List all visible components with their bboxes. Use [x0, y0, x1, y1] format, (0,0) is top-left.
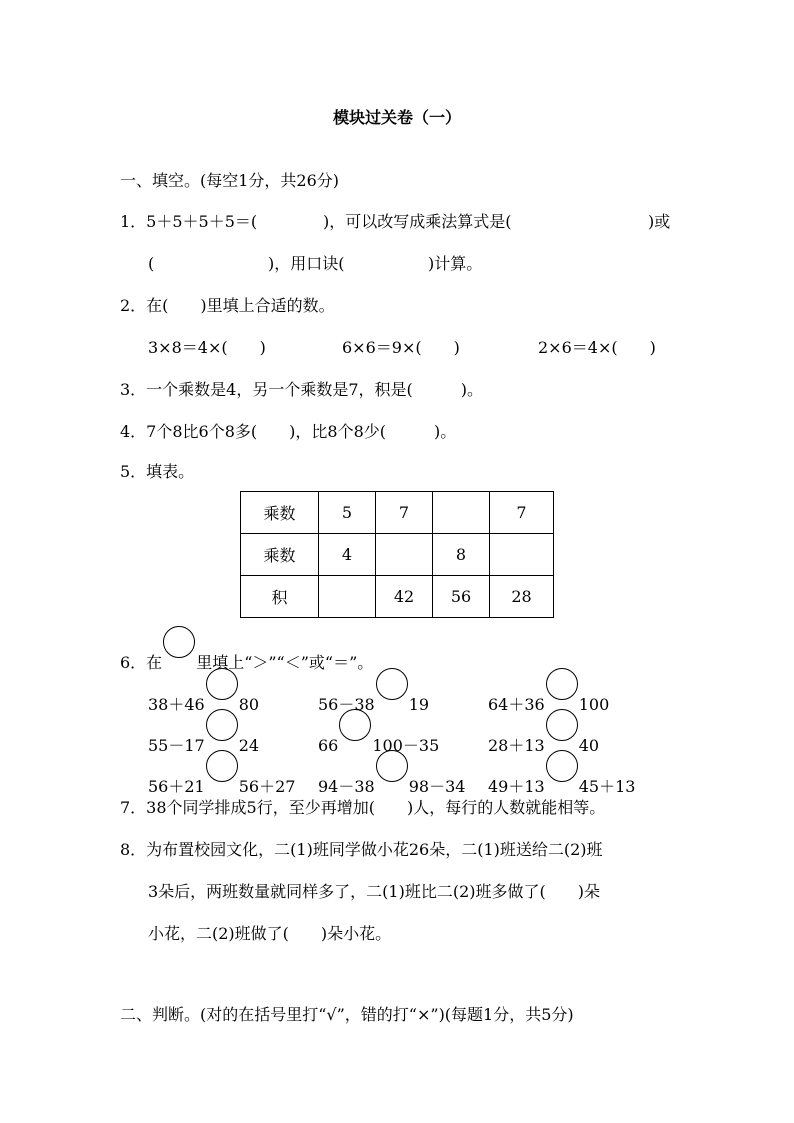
compare-item [318, 680, 429, 715]
compare-item [148, 762, 295, 797]
table-cell: 乘数 [241, 534, 319, 576]
q1-line2-part-a: ( [148, 254, 155, 273]
q2-item-2: 6×6＝9×( ) [342, 338, 460, 357]
compare-circle-icon [163, 626, 195, 658]
compare-item [488, 680, 609, 715]
section-1-heading: 一、填空。(每空1分，共26分) [120, 171, 340, 190]
table-cell: 5 [319, 492, 376, 534]
table-cell [319, 576, 376, 618]
compare-item [488, 721, 599, 756]
compare-item [148, 680, 259, 715]
table-cell: 乘数 [241, 492, 319, 534]
table-cell: 4 [319, 534, 376, 576]
compare-right: 24 [238, 736, 260, 755]
compare-left: 64＋36 [488, 695, 545, 714]
q1-line2-part-b: )，用口诀( [268, 254, 345, 273]
compare-circle-blank[interactable] [546, 750, 578, 782]
table-cell [376, 534, 433, 576]
compare-circle-blank[interactable] [206, 709, 238, 741]
table-cell: 28 [490, 576, 554, 618]
compare-left: 38＋46 [148, 695, 205, 714]
q8-line3: 小花，二(2)班做了( )朵小花。 [148, 924, 392, 943]
page-title: 模块过关卷（一） [332, 108, 461, 127]
table-cell [433, 492, 490, 534]
compare-left: 56－38 [318, 695, 375, 714]
compare-circle-blank[interactable] [339, 709, 371, 741]
table-cell: 7 [376, 492, 433, 534]
q2-item-3: 2×6＝4×( ) [538, 338, 656, 357]
table-row [241, 576, 554, 618]
q6-stem-a: 6．在 [120, 653, 163, 672]
compare-item [488, 762, 635, 797]
table-row [241, 492, 554, 534]
compare-right: 100 [578, 695, 610, 714]
table-row [241, 534, 554, 576]
compare-item [318, 721, 439, 756]
compare-circle-blank[interactable] [206, 668, 238, 700]
fill-table [240, 491, 554, 618]
compare-left: 55－17 [148, 736, 205, 755]
compare-right: 45＋13 [578, 777, 636, 796]
q3-text: 3．一个乘数是4，另一个乘数是7，积是( )。 [120, 380, 484, 399]
compare-circle-blank[interactable] [376, 750, 408, 782]
q5-stem: 5．填表。 [120, 462, 195, 481]
compare-right: 40 [578, 736, 600, 755]
section-2-heading: 二、判断。(对的在括号里打“√”，错的打“×”)(每题1分，共5分) [120, 1005, 574, 1024]
table-cell: 7 [490, 492, 554, 534]
q6-stem [120, 638, 373, 673]
compare-item [318, 762, 465, 797]
q1-line1-part-a: 1．5＋5＋5＋5＝( [120, 212, 258, 231]
compare-circle-blank[interactable] [546, 668, 578, 700]
compare-right: 80 [238, 695, 260, 714]
table-cell: 积 [241, 576, 319, 618]
compare-right: 19 [408, 695, 430, 714]
q2-item-1: 3×8＝4×( ) [148, 338, 266, 357]
compare-left: 49＋13 [488, 777, 545, 796]
compare-left: 56＋21 [148, 777, 205, 796]
q2-stem: 2．在( )里填上合适的数。 [120, 296, 335, 315]
compare-circle-blank[interactable] [206, 750, 238, 782]
q8-line2: 3朵后，两班数量就同样多了，二(1)班比二(2)班多做了( )朵 [148, 882, 600, 901]
table-cell: 8 [433, 534, 490, 576]
compare-left: 66 [318, 736, 339, 755]
q8-line1: 8．为布置校园文化，二(1)班同学做小花26朵，二(1)班送给二(2)班 [120, 840, 603, 859]
compare-right: 56＋27 [238, 777, 296, 796]
q1-line1-part-c: )或 [648, 212, 671, 231]
compare-item [148, 721, 259, 756]
q1-line1-part-b: )，可以改写成乘法算式是( [323, 212, 512, 231]
table-cell [490, 534, 554, 576]
q4-text: 4．7个8比6个8多( )，比8个8少( )。 [120, 422, 457, 441]
q1-line2-part-c: )计算。 [428, 254, 483, 273]
q6-stem-b: 里填上“＞”“＜”或“＝”。 [196, 653, 374, 672]
compare-right: 98－34 [408, 777, 466, 796]
table-cell: 42 [376, 576, 433, 618]
compare-right: 100－35 [372, 736, 440, 755]
table-cell: 56 [433, 576, 490, 618]
compare-circle-blank[interactable] [376, 668, 408, 700]
q7-text: 7．38个同学排成5行，至少再增加( )人，每行的人数就能相等。 [120, 798, 606, 817]
compare-left: 94－38 [318, 777, 375, 796]
compare-circle-blank[interactable] [546, 709, 578, 741]
compare-left: 28＋13 [488, 736, 545, 755]
